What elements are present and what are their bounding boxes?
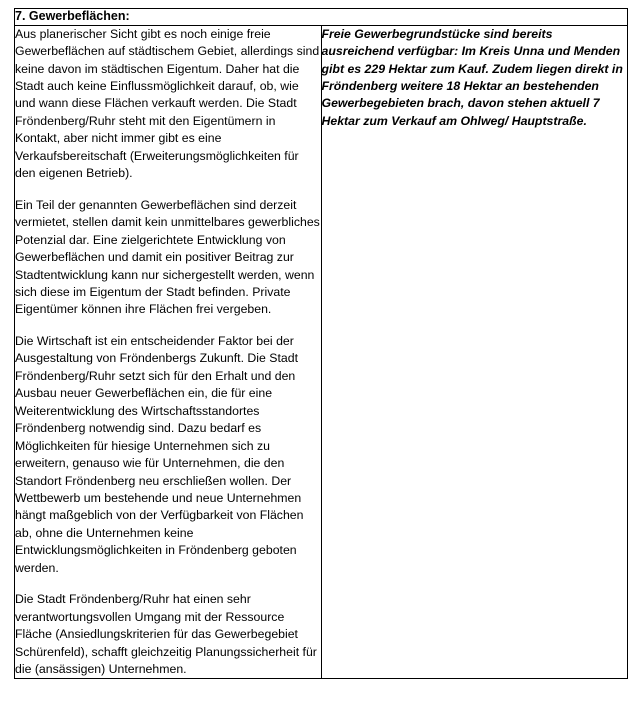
left-paragraph-3: Die Wirtschaft ist ein entscheidender Faktor bei der Ausgestaltung von Fröndenbergs Zukunft. Die Stadt Fröndenberg/Ruhr setzt sich für den Erhalt und den Ausbau neuer Gewerbeflächen ein, die für eine Weiterentwicklung des Wirtschaftsstandortes Fröndenberg notwendig sind. Dazu bedarf es Möglichkeiten für hiesige Unternehmen sich zu erweitern, genauso wie für Unternehmen, die den Standort Fröndenberg neu erschließen wollen. Der Wettbewerb um bestehende und neue Unternehmen hängt maßgeblich von der Verfügbarkeit von Flächen ab, ohne die Unternehmen keine Entwicklungsmöglichkeiten in Fröndenberg geboten werden. [15, 333, 304, 575]
section-table [14, 8, 628, 679]
table-row-header [15, 9, 628, 26]
left-paragraph-2: Ein Teil der genannten Gewerbeflächen sind derzeit vermietet, stellen damit kein unmittelbares gewerbliches Potenzial dar. Eine zielgerichtete Entwicklung von Gewerbeflächen und damit ein positiver Beitrag zur Stadtentwicklung kann nur sichergestellt werden, wenn sich diese im Eigentum der Stadt befinden. Private Eigentümer können ihre Flächen frei vergeben. [15, 197, 320, 317]
right-column-note: Freie Gewerbegrundstücke sind bereits ausreichend verfügbar: Im Kreis Unna und Menden gibt es 229 Hektar zum Kauf. Zudem liegen direkt in Fröndenberg weitere 18 Hektar an bestehenden Gewerbegebieten brach, davon stehen aktuell 7 Hektar zum Verkauf am Ohlweg/ Hauptstraße. [321, 26, 623, 128]
table-row-content [15, 25, 628, 679]
right-column-cell [321, 25, 628, 679]
left-column-cell [15, 25, 322, 679]
section-header-cell [15, 9, 628, 26]
left-paragraph-4: Die Stadt Fröndenberg/Ruhr hat einen sehr verantwortungsvollen Umgang mit der Ressource Fläche (Ansiedlungskriterien für das Gewerbegebiet Schürenfeld), schafft gleichzeitig Planungssicherheit für die (ansässigen) Unternehmen. [15, 592, 317, 677]
left-paragraph-1: Aus planerischer Sicht gibt es noch einige freie Gewerbeflächen auf städtischem Gebiet, allerdings sind keine davon im städtischen Eigentum. Daher hat die Stadt auch keine Einflussmöglichkeit darauf, ob, wie und wann diese Flächen verkauft werden. Die Stadt Fröndenberg/Ruhr steht mit den Eigentümern in Kontakt, aber nicht immer gibt es eine Verkaufsbereitschaft (Erweiterungsmöglichkeiten für den eigenen Betrieb). [15, 26, 320, 181]
page-title: 7. Gewerbeflächen: [15, 9, 130, 23]
